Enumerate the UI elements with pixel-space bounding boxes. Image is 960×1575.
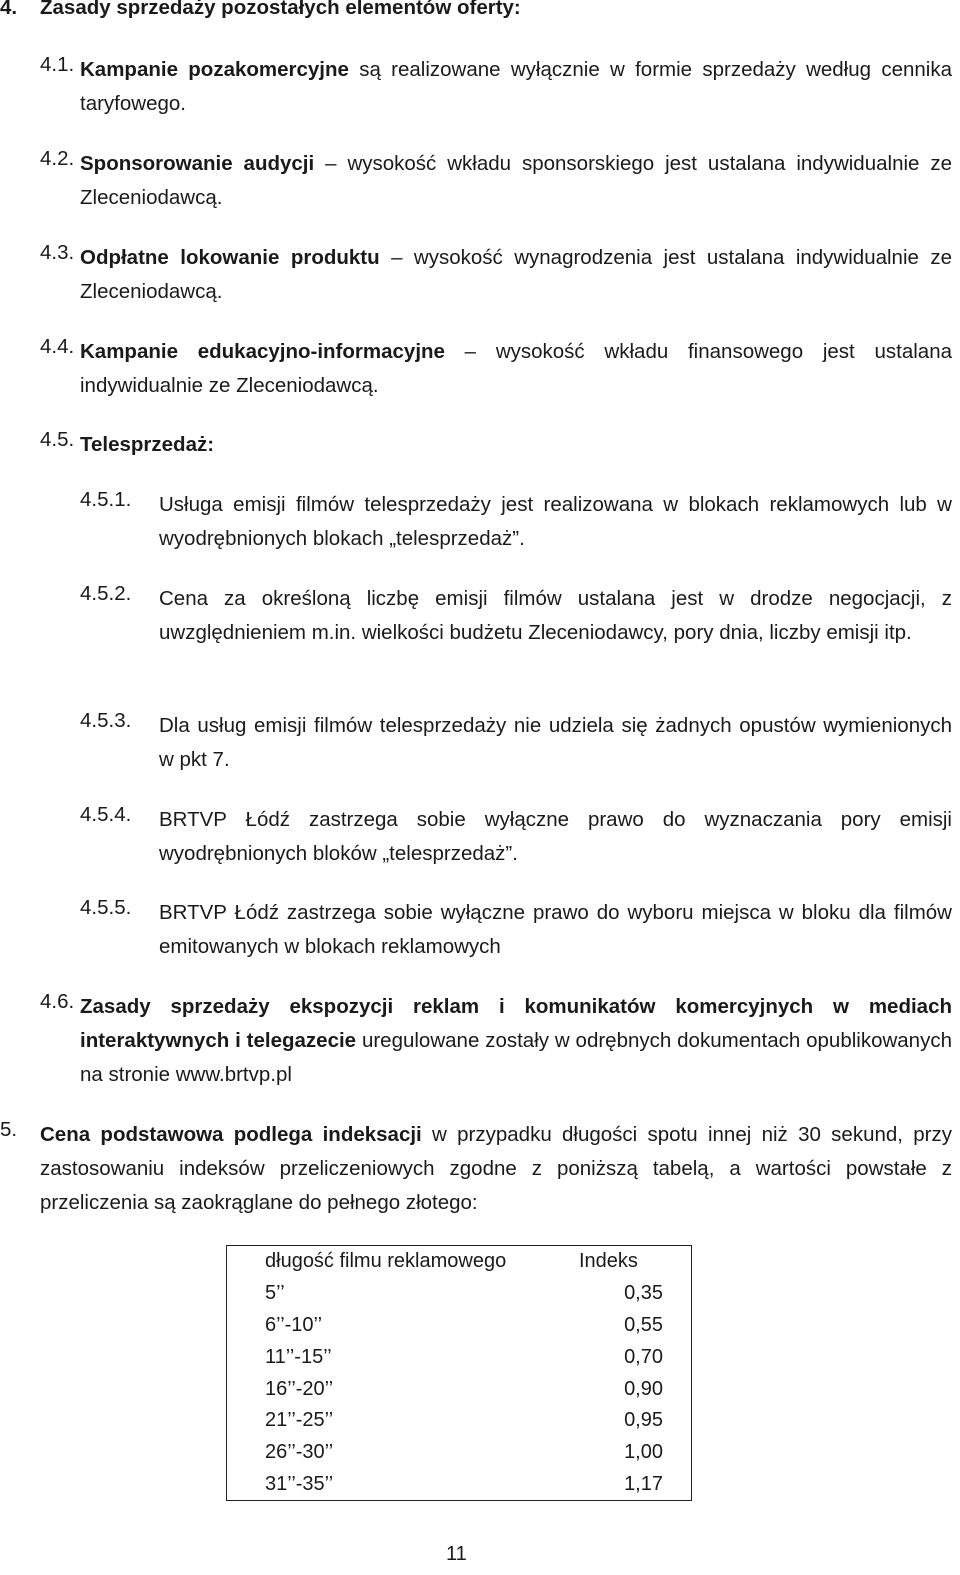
table-cell-length: 26’’-30’’ [265,1441,334,1464]
table-row [227,1278,692,1310]
table-row [227,1469,692,1501]
subsection-number: 4.1. [40,53,75,76]
index-table [226,1245,692,1501]
section-paragraph: Cena podstawowa podlega indeksacji w przypadku długości spotu innej niż 30 sekund, przy zastosowaniu indeksów przeliczeniowych zgodne z poniższą tabelą, a wartości powstałe z przeliczenia są zaokrąglane do pełnego złotego: [40,1123,952,1214]
table-header-cell: Indeks [579,1250,638,1273]
table-cell-length: 16’’-20’’ [265,1377,334,1400]
section-number: 4. [0,0,18,19]
table-cell-index: 0,70 [624,1345,663,1368]
table-cell-index: 0,90 [624,1377,663,1400]
item-number: 4.5.5. [80,896,132,919]
subsection-number: 4.5. [40,428,75,451]
table-header-cell: długość filmu reklamowego [265,1250,507,1273]
page-number: 11 [446,1543,467,1565]
table-row [227,1437,692,1469]
table-cell-index: 1,00 [624,1441,663,1464]
subsection-number: 4.3. [40,241,75,264]
table-cell-index: 0,95 [624,1409,663,1432]
subsection-heading: Telesprzedaż: [80,433,215,456]
subsection-paragraph: Kampanie edukacyjno-informacyjne – wysokość wkładu finansowego jest ustalana indywidualnie ze Zleceniodawcą. [80,340,952,397]
item-paragraph: Usługa emisji filmów telesprzedaży jest realizowana w blokach reklamowych lub w wyodrębnionych blokach „telesprzedaż”. [159,493,952,550]
table-cell-index: 1,17 [624,1472,663,1495]
item-number: 4.5.4. [80,803,132,826]
item-paragraph: Cena za określoną liczbę emisji filmów ustalana jest w drodze negocjacji, z uwzględnieniem m.in. wielkości budżetu Zleceniodawcy, pory dnia, liczby emisji itp. [159,587,952,644]
subsection-paragraph: Sponsorowanie audycji – wysokość wkładu sponsorskiego jest ustalana indywidualnie ze Zleceniodawcą. [80,152,952,209]
subsection-number: 4.6. [40,990,75,1013]
item-paragraph: BRTVP Łódź zastrzega sobie wyłączne prawo do wyboru miejsca w bloku dla filmów emitowanych w blokach reklamowych [159,901,952,958]
table-cell-index: 0,35 [624,1282,663,1305]
table-header-row [227,1246,692,1278]
subsection-number: 4.4. [40,335,75,358]
table-cell-length: 11’’-15’’ [265,1345,332,1368]
item-number: 4.5.1. [80,488,132,511]
section-title: Zasady sprzedaży pozostałych elementów oferty: [40,0,521,19]
item-number: 4.5.3. [80,709,132,732]
subsection-paragraph: Kampanie pozakomercyjne są realizowane wyłącznie w formie sprzedaży według cennika taryfowego. [80,58,952,115]
table-cell-length: 6’’-10’’ [265,1313,323,1336]
table-row [227,1373,692,1405]
table-row [227,1310,692,1342]
item-paragraph: Dla usług emisji filmów telesprzedaży nie udziela się żadnych opustów wymienionych w pkt 7. [159,714,952,771]
section-number: 5. [0,1118,18,1141]
table-cell-length: 21’’-25’’ [265,1409,334,1432]
item-number: 4.5.2. [80,582,132,605]
table-row [227,1341,692,1373]
subsection-paragraph: Odpłatne lokowanie produktu – wysokość wynagrodzenia jest ustalana indywidualnie ze Zleceniodawcą. [80,246,952,303]
table-cell-length: 31’’-35’’ [265,1472,334,1495]
table-cell-index: 0,55 [624,1313,663,1336]
subsection-number: 4.2. [40,147,75,170]
table-cell-length: 5’’ [265,1282,285,1305]
subsection-paragraph: Zasady sprzedaży ekspozycji reklam i komunikatów komercyjnych w mediach interaktywnych i telegazecie uregulowane zostały w odrębnych dokumentach opublikowanych na stronie www.brtvp.pl [80,995,952,1086]
item-paragraph: BRTVP Łódź zastrzega sobie wyłączne prawo do wyznaczania pory emisji wyodrębnionych bloków „telesprzedaż”. [159,808,952,865]
table-row [227,1405,692,1437]
